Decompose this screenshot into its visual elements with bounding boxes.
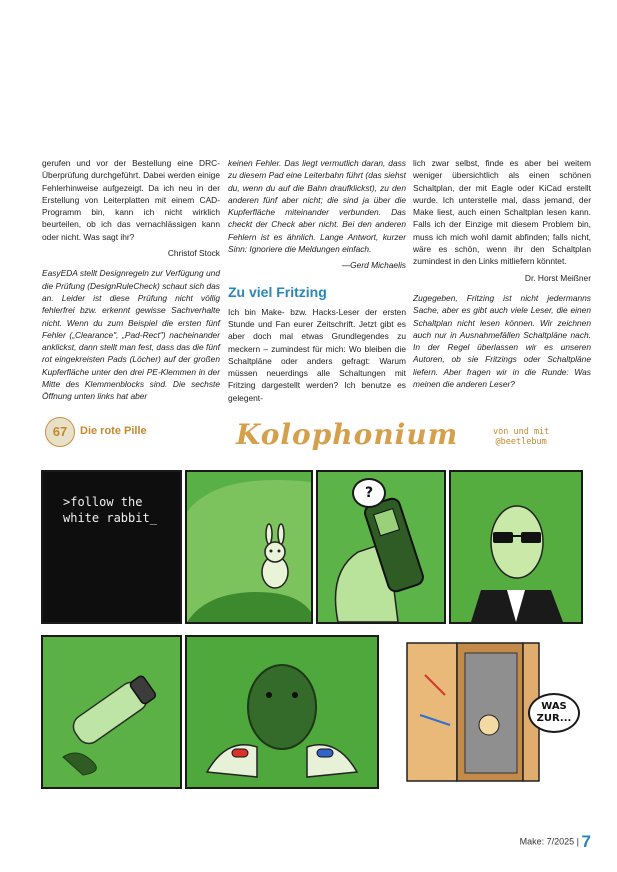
question-bubble: ? (352, 478, 386, 508)
terminal-line-1: >follow the (63, 495, 143, 509)
terminal-text (63, 494, 157, 526)
was-zur-bubble (528, 693, 580, 733)
page-number: 7 (581, 832, 591, 851)
comic-logo: Kolophonium (236, 418, 459, 451)
pills-illustration (187, 637, 377, 787)
episode-badge: 67 (45, 417, 75, 447)
comic-panel-pills (185, 635, 379, 789)
was-line-1: WAS (541, 701, 567, 712)
editor-reply-2: Zugegeben, Fritzing ist nicht jedermanns Sache, aber es gibt auch viele Leser, die einen Schaltplan nicht lesen können. Wir zeichnen auch nur in Ausnahmefällen Schaltpläne nach. In der Regel überlassen wir es unseren Autoren, ob sie Fritzings oder Schaltpläne liefern. Aber fragen wir in die Runde: Was meinen die anderen Leser? (413, 292, 591, 390)
was-line-2: ZUR... (536, 713, 572, 724)
issue-label: Make: 7/2025 | (519, 836, 580, 847)
pill-bottle-illustration (43, 637, 180, 787)
reply-signature: —Gerd Michaelis (341, 260, 406, 271)
letter-text-2-cont: lich zwar selbst, finde es aber bei weitem weniger übersichtlich als einen schönen Schaltplan, der mit Eagle oder KiCad erstellt wurde. Ich unterstelle mal, dass jemand, der Make liest, auch einen Schaltplan lesen kann. Falls ich der Einzige mit diesem Problem bin, muss ich mich wohl damit abfinden; falls nicht, wäre es schön, wenn ihr den Schaltplan zumindest in den Links mitliefern könntet. (413, 158, 591, 267)
comic-header (38, 410, 584, 454)
credit-line-2: @beetlebum (495, 436, 547, 447)
column-1 (42, 157, 220, 403)
terminal-line-2: white rabbit_ (63, 511, 157, 525)
comic-panel-agent (449, 470, 583, 624)
section-heading: Zu viel Fritzing (228, 283, 327, 300)
comic-panel-terminal (41, 470, 182, 624)
credit-line-1: von und mit (493, 427, 550, 437)
page-footer (520, 832, 591, 852)
letter-signature-2: Dr. Horst Meißner (524, 272, 591, 283)
comic-panel-pill-bottle (41, 635, 182, 789)
column-2 (228, 157, 406, 404)
editor-reply-continued: keinen Fehler. Das liegt vermutlich daran, dass zu diesem Pad eine Leiterbahn führt (das siehst du, wenn du auf die Bahn draufklickst), zu den anderen fünf aber nicht; die sind ja über die Kupferfläche miteinander verbunden. Das checkt der Check aber nicht. Bei den anderen Fehlern ist es ähnlich. Lange Antwort, kurzer Sinn: Ignoriere die Meldungen einfach. (228, 158, 406, 255)
agent-illustration (451, 472, 581, 622)
comic-strip (38, 410, 584, 790)
letter-text: gerufen und vor der Bestellung eine DRC-Überprüfung durchgeführt. Dabei werden einige Fehlerhinweise aufgezeigt. Da ich neu in der Erstellung von Leiterplatten mit einem CAD-Programm bin, kann ich nicht wirklich beurteilen, ob ich das vernachlässigen kann oder nicht. Was sagt ihr? (42, 158, 220, 242)
letter-text-2: Ich bin Make- bzw. Hacks-Leser der ersten Stunde und Fan eurer Zeitschrift. Jetzt gibt es aber doch mal etwas Grundlegendes zu meckern – zumindest für mich: Wo bleiben die Schaltpläne oder anders gefragt: Warum müssen neuerdings alle Schaltungen mit Fritzing dargestellt werden? Ich benutze es gelegent- (228, 306, 406, 403)
rabbit-illustration (187, 472, 311, 622)
comic-panel-rabbit (185, 470, 313, 624)
column-3 (413, 157, 591, 390)
comic-credit (493, 428, 549, 447)
letter-signature: Christof Stock (167, 248, 220, 259)
editor-reply: EasyEDA stellt Designregeln zur Verfügung und die Prüfung (DesignRuleCheck) schaut sich das an. Leider ist diese Prüfung nicht völlig fehlerfrei bzw. erkennt gewisse Sachverhalte nicht. Wenn du zum Beispiel die ersten fünf Fehler („Clearance", „Pad-Rect") nacheinander anklickst, dann stellt man fest, dass das die fünf rot eingekreisten Pads (Löcher) auf der großen Kupferfläche unter den drei PE-Klemmen in der Mitte des Klemmenblocks sind. Die sechste Öffnung unten links hat aber (42, 268, 220, 402)
episode-title: Die rote Pille (80, 425, 147, 437)
